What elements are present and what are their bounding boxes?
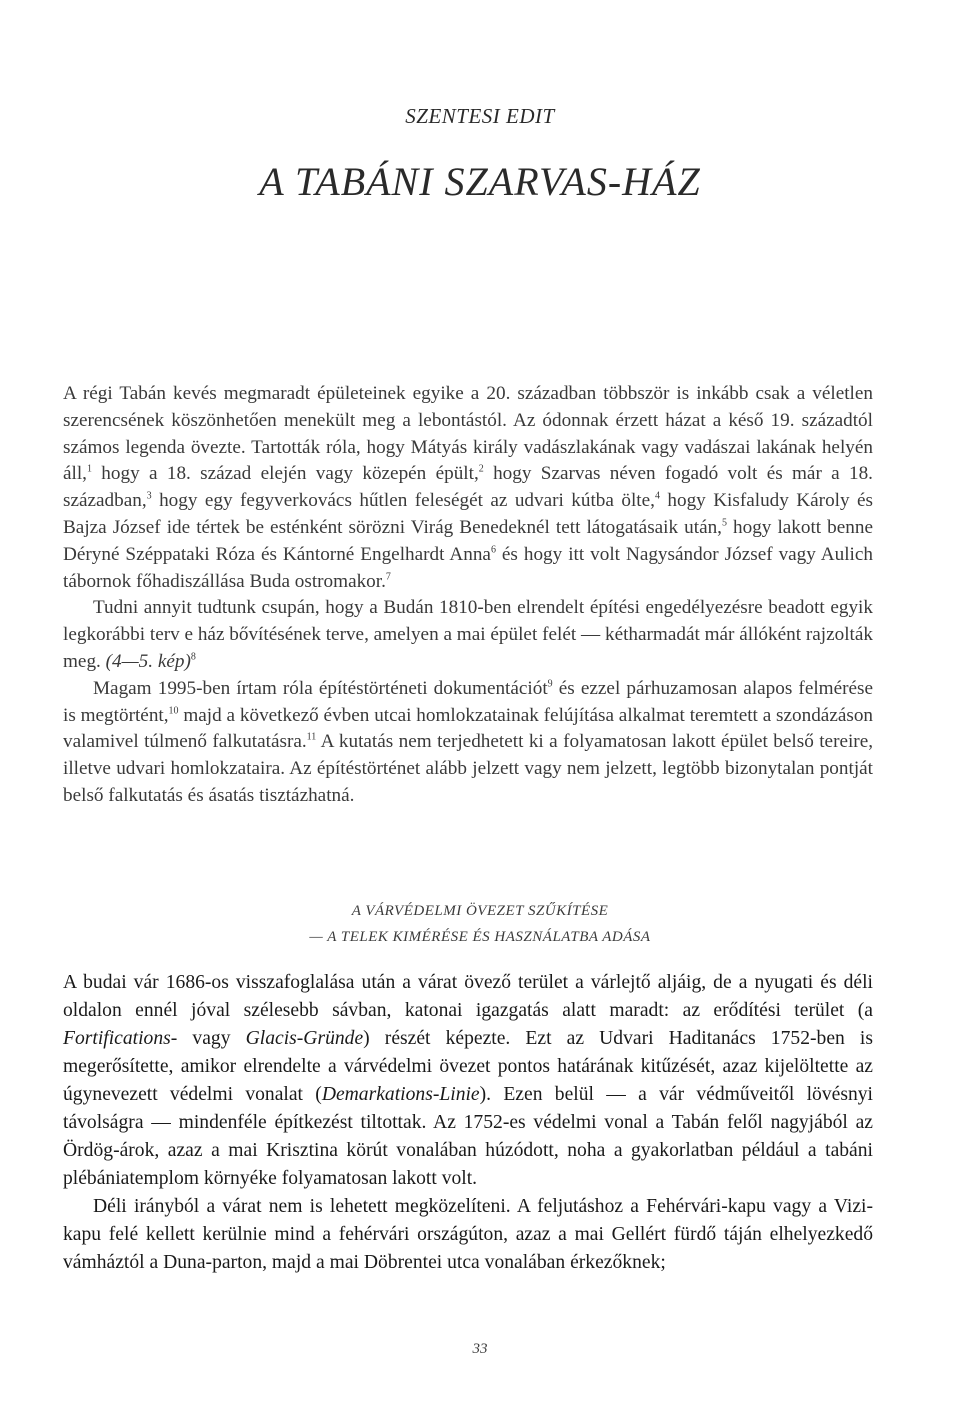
- intro-paragraph-1: [63, 381, 873, 595]
- footnote-ref: 3: [146, 490, 152, 502]
- text-run: ). Ezen belül — a vár védműveitől lövésnyi távolságra — mindenféle építkezést tiltottak. Az 1752-es védelmi vonal a Tabán felől nagyjából az Ördög-árok, azaz a mai Krisztina körút vonalában húzódott, noha a gyakorlatban például a tabáni plébániatemplom környéke folyamatosan lakott volt.: [63, 1084, 873, 1189]
- text-run: Tudni annyit tudtunk csupán, hogy a Budán 1810-ben elrendelt építési engedélyezésre beadott egyik legkorábbi terv e ház bővítésének terve, amelyen a mai épület felét — kétharmadát már állóként rajzolták meg.: [63, 597, 873, 672]
- footnote-ref: 7: [385, 571, 391, 583]
- text-run: hogy lakott benne Déryné Széppataki Róza és Kántorné Engelhardt Anna: [63, 516, 873, 565]
- section-text: [63, 969, 873, 1277]
- article-title: A TABÁNI SZARVAS-HÁZ: [259, 159, 701, 204]
- text-run: és hogy itt volt Nagysándor József vagy Aulich tábornok főhadiszállása Buda ostromakor.: [63, 543, 873, 592]
- footnote-ref: 10: [168, 705, 179, 717]
- text-run: A budai vár 1686-os visszafoglalása után a várat övező terület a várlejtő aljáig, de a nyugati és déli oldalon ennél jóval szélesebb sávban, katonai igazgatás alatt maradt: az erődítési terület (a: [63, 972, 873, 1021]
- text-run: A régi Tabán kevés megmaradt épületeinek egyike a 20. században többször is inkább csak a véletlen szerencsének köszönhetően menekült meg a lebontástól. Az ódonnak érzett házat a késő 19. századtól számos legenda övezte. Tartották róla, hogy Mátyás király vadászlakának vagy vadászai lakának helyén áll,: [63, 383, 873, 485]
- intro-text: [63, 381, 873, 810]
- text-run: majd a következő évben utcai homlokzatainak felújítása alkalmat teremtett a szondázáson valamivel túlmenő falkutatásra.: [63, 704, 874, 753]
- text-run: A kutatás nem terjedhetett ki a folyamatosan lakott épület belső tereire, illetve udvari homlokzataira. Az építéstörténet alább jelzett vagy nem jelzett, legtöbb bizonytalan pontját belső falkutatás és ásatás tisztázhatná.: [63, 731, 874, 806]
- footnote-ref: 1: [86, 464, 92, 475]
- text-run: hogy a 18. század elején vagy közepén épült,: [91, 463, 479, 485]
- section-heading-line-2: — A TELEK KIMÉRÉSE ÉS HASZNÁLATBA ADÁSA: [309, 929, 651, 945]
- intro-paragraph-2: [63, 595, 873, 675]
- italic-run: Glacis-Gründe: [245, 1028, 364, 1049]
- italic-run: (4—5. kép): [105, 650, 191, 672]
- footnote-ref: 9: [547, 678, 553, 690]
- text-run: hogy Szarvas néven fogadó volt és már a 18. században,: [63, 463, 873, 512]
- page-number: 33: [472, 1341, 488, 1357]
- italic-run: Demarkations-Linie: [321, 1084, 480, 1105]
- text-run: hogy Kisfaludy Károly és Bajza József ide tértek be esténként sörözni Virág Benedeknél tett látogatásaik után,: [63, 490, 874, 538]
- footnote-ref: 5: [721, 517, 727, 529]
- text-run: hogy egy fegyverkovács hűtlen feleségét az udvari kútba ölte,: [151, 490, 655, 512]
- footnote-ref: 11: [306, 731, 317, 743]
- section-paragraph-1: [63, 969, 873, 1193]
- section-paragraph-2: [63, 1193, 873, 1277]
- author-name: SZENTESI EDIT: [405, 104, 555, 128]
- text-run: vagy: [177, 1028, 246, 1049]
- text-run: és ezzel párhuzamosan alapos felmérése is megtörtént,: [63, 677, 873, 726]
- section-heading-line-1: A VÁRVÉDELMI ÖVEZET SZŰKÍTÉSE: [351, 903, 609, 919]
- footnote-ref: 4: [654, 490, 660, 502]
- text-run: Magam 1995-ben írtam róla építéstörténeti dokumentációt: [93, 677, 548, 699]
- italic-run: Fortifications-: [63, 1028, 178, 1049]
- footnote-ref: 2: [478, 464, 484, 475]
- text-run: Déli irányból a várat nem is lehetett megközelíteni. A feljutáshoz a Fehérvári-kapu vagy a Vizi-kapu felé kellett kerülnie mind a fehérvári országúton, azaz a mai Gellért fürdő táján elhelyezkedő vámháztól a Duna-parton, majd a mai Döbrentei utca vonalában érkezőknek;: [63, 1196, 873, 1273]
- text-run: ) részét képezte. Ezt az Udvari Haditanács 1752-ben is megerősítette, amikor elrendelte a várvédelmi övezet pontos határának kitűzését, azaz kijelöltette az úgynevezett védelmi vonalat (: [63, 1028, 873, 1105]
- footnote-ref: 6: [490, 544, 496, 556]
- footnote-ref: 8: [190, 651, 196, 663]
- intro-paragraph-3: [63, 676, 873, 810]
